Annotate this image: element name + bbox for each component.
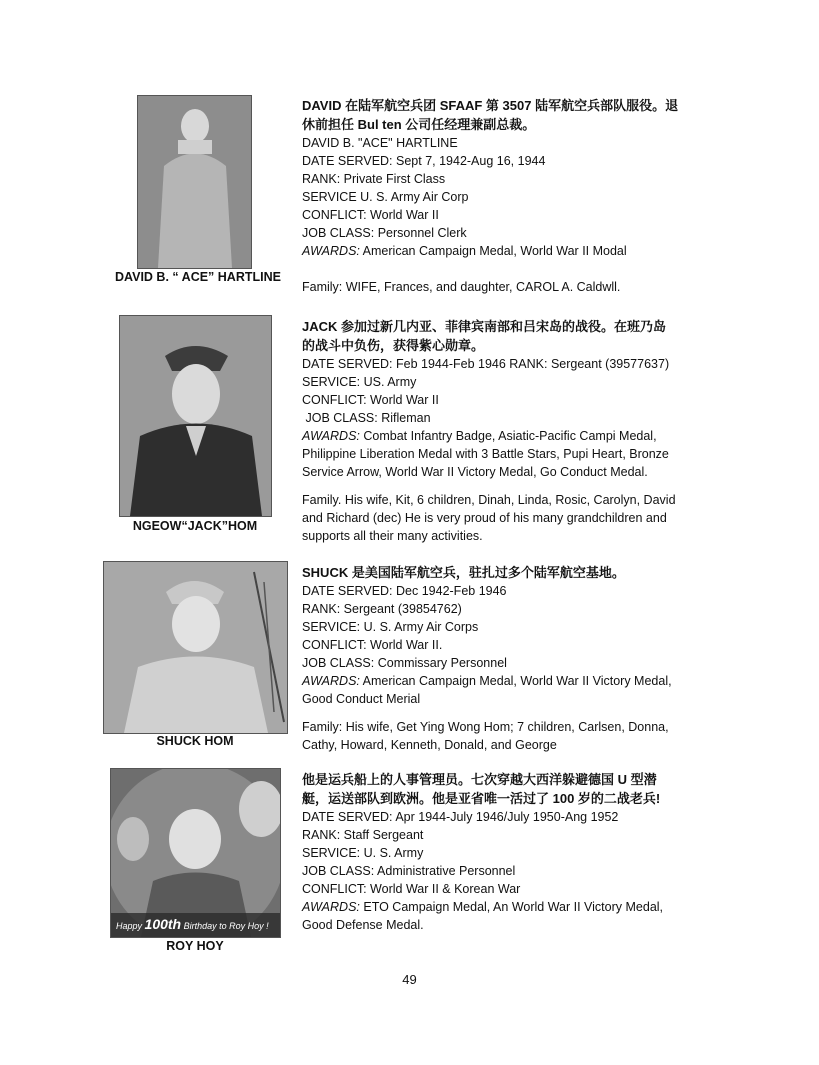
awards-text-cont: Service Arrow, World War II Victory Medal, Go Conduct Medal.	[302, 465, 648, 479]
awards-text-cont: Good Conduct Merial	[302, 692, 421, 706]
info-line: CONFLICT: World War II	[302, 393, 439, 407]
heading-chinese: SHUCK 是美国陆军航空兵，驻扎过多个陆军航空基地。	[302, 565, 625, 580]
awards-text: Combat Infantry Badge, Asiatic-Pacific Campi Medal,	[359, 429, 657, 443]
portrait-image-icon	[104, 562, 287, 733]
info-line: JOB CLASS: Administrative Personnel	[302, 864, 516, 878]
page-number: 49	[402, 972, 417, 987]
family-line: Family: His wife, Get Ying Wong Hom; 7 children, Carlsen, Donna,	[302, 720, 669, 734]
bio-david-hartline	[302, 96, 712, 296]
info-line: DAVID B. "ACE" HARTLINE	[302, 136, 458, 150]
portrait-image-icon	[111, 769, 280, 937]
caption-shuck-hom: SHUCK HOM	[156, 734, 234, 748]
awards-line	[302, 242, 712, 260]
heading-chinese: JACK 参加过新几内亚、菲律宾南部和吕宋岛的战役。在班乃岛	[302, 319, 667, 334]
awards-label: AWARDS:	[302, 900, 360, 914]
awards-label: AWARDS:	[302, 429, 360, 443]
awards-line	[302, 898, 712, 916]
awards-text: American Campaign Medal, World War II Victory Medal,	[359, 674, 672, 688]
awards-label: AWARDS:	[302, 674, 360, 688]
info-line: RANK: Private First Class	[302, 172, 446, 186]
photo-banner: Happy 100th Birthday to Roy Hoy !	[116, 916, 269, 932]
info-line: SERVICE: US. Army	[302, 375, 417, 389]
info-line: CONFLICT: World War II.	[302, 638, 443, 652]
family-line: Family. His wife, Kit, 6 children, Dinah, Linda, Rosic, Carolyn, David	[302, 493, 676, 507]
info-line: RANK: Staff Sergeant	[302, 828, 424, 842]
info-line: RANK: Sergeant (39854762)	[302, 602, 462, 616]
awards-label: AWARDS:	[302, 244, 360, 258]
info-line: CONFLICT: World War II & Korean War	[302, 882, 521, 896]
heading-chinese: DAVID 在陆军航空兵团 SFAAF 第 3507 陆军航空兵部队服役。退	[302, 98, 679, 113]
info-line: JOB CLASS: Commissary Personnel	[302, 656, 507, 670]
awards-text-cont: Philippine Liberation Medal with 3 Battle Stars, Pupi Heart, Bronze	[302, 447, 669, 461]
photo-shuck-hom	[103, 561, 288, 734]
heading-chinese-cont: 休前担任 Bul ten 公司任经理兼副总裁。	[302, 117, 536, 132]
awards-line	[302, 427, 712, 445]
family-line: Family: WIFE, Frances, and daughter, CAROL A. Caldwll.	[302, 280, 621, 294]
awards-text: ETO Campaign Medal, An World War II Victory Medal,	[359, 900, 664, 914]
heading-chinese-cont: 艇，运送部队到欧洲。他是亚省唯一活过了 100 岁的二战老兵!	[302, 791, 661, 806]
heading-chinese: 他是运兵船上的人事管理员。七次穿越大西洋躲避德国 U 型潜	[302, 772, 657, 787]
heading-chinese-cont: 的战斗中负伤，获得紫心勋章。	[302, 338, 485, 353]
awards-line	[302, 672, 712, 690]
info-line: SERVICE: U. S. Army	[302, 846, 424, 860]
info-line: SERVICE U. S. Army Air Corp	[302, 190, 469, 204]
bio-shuck-hom	[302, 563, 712, 754]
info-line: JOB CLASS: Personnel Clerk	[302, 226, 467, 240]
photo-jack-hom	[119, 315, 272, 517]
info-line: DATE SERVED: Feb 1944-Feb 1946 RANK: Sergeant (39577637)	[302, 357, 670, 371]
caption-roy-hoy: ROY HOY	[166, 939, 224, 953]
awards-text: American Campaign Medal, World War II Modal	[359, 244, 627, 258]
info-line: DATE SERVED: Sept 7, 1942-Aug 16, 1944	[302, 154, 546, 168]
family-line-cont: and Richard (dec) He is very proud of his many grandchildren and	[302, 511, 667, 525]
caption-jack-hom: NGEOW“JACK”HOM	[132, 519, 258, 533]
portrait-image-icon	[138, 96, 251, 268]
caption-david-hartline: DAVID B. “ ACE” HARTLINE	[115, 270, 281, 284]
family-line-cont: Cathy, Howard, Kenneth, Donald, and George	[302, 738, 557, 752]
info-line: DATE SERVED: Dec 1942-Feb 1946	[302, 584, 507, 598]
family-line-cont: supports all their many activities.	[302, 529, 483, 543]
info-line: SERVICE: U. S. Army Air Corps	[302, 620, 479, 634]
info-line: CONFLICT: World War II	[302, 208, 439, 222]
photo-roy-hoy	[110, 768, 281, 938]
bio-jack-hom	[302, 317, 712, 545]
info-line: DATE SERVED: Apr 1944-July 1946/July 1950-Ang 1952	[302, 810, 619, 824]
awards-text-cont: Good Defense Medal.	[302, 918, 424, 932]
portrait-image-icon	[120, 316, 271, 516]
photo-david-hartline	[137, 95, 252, 269]
info-line: JOB CLASS: Rifleman	[302, 411, 431, 425]
bio-roy-hoy	[302, 770, 712, 934]
